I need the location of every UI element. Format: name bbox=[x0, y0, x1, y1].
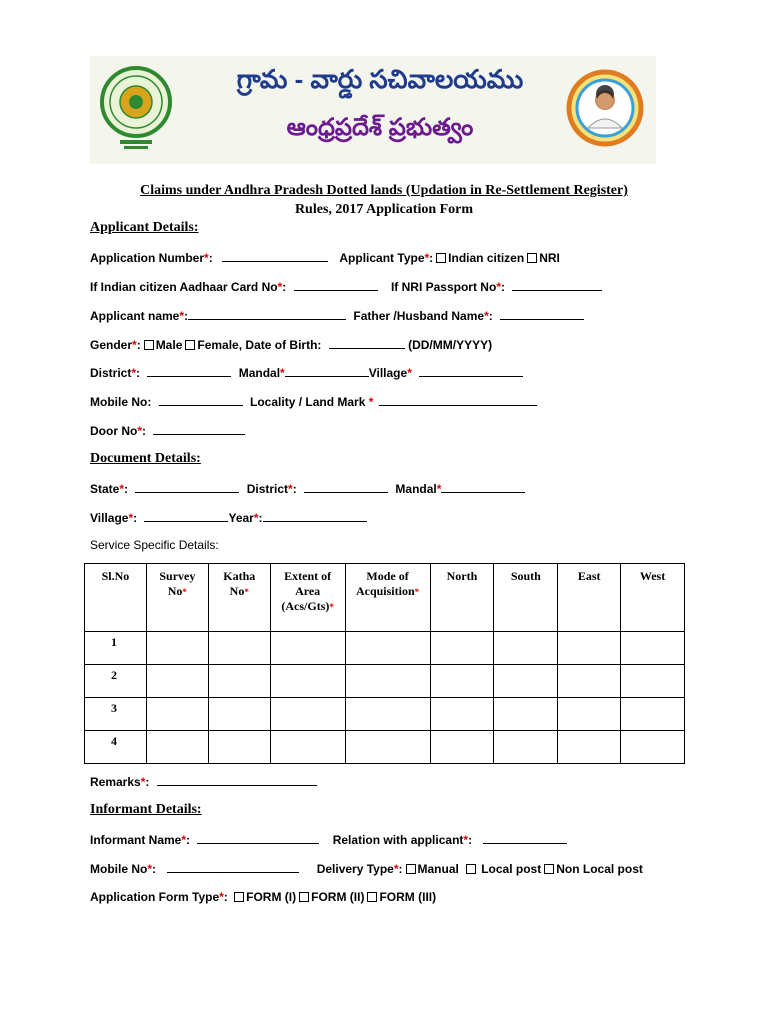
table-header-text: West bbox=[639, 569, 666, 583]
table-header-text: (Acs/Gts) bbox=[281, 599, 330, 613]
table-input-cell[interactable] bbox=[558, 731, 621, 764]
passport-field[interactable] bbox=[512, 279, 602, 291]
required-marker: * bbox=[132, 338, 137, 352]
required-marker: * bbox=[181, 833, 187, 847]
table-header-text: Acquisition bbox=[355, 584, 415, 598]
female-checkbox[interactable] bbox=[185, 340, 195, 350]
table-input-cell[interactable] bbox=[621, 698, 685, 731]
table-input-cell[interactable] bbox=[345, 665, 430, 698]
mobile-field[interactable] bbox=[159, 394, 243, 406]
required-marker: * bbox=[407, 366, 412, 380]
state-field[interactable] bbox=[135, 481, 239, 493]
required-marker: * bbox=[244, 587, 249, 597]
required-marker: * bbox=[288, 482, 293, 496]
informant-mobile-label: Mobile No bbox=[90, 862, 148, 876]
informant-details-heading: Informant Details: bbox=[90, 802, 202, 817]
id-row: If Indian citizen Aadhaar Card No*: If NRI Passport No*: bbox=[90, 279, 602, 294]
informant-name-field[interactable] bbox=[197, 832, 319, 844]
remarks-row: Remarks*: bbox=[90, 774, 317, 789]
required-marker: * bbox=[219, 890, 224, 904]
table-header-cell bbox=[345, 564, 430, 632]
door-field[interactable] bbox=[153, 423, 245, 435]
applicant-name-label: Applicant name bbox=[90, 309, 180, 323]
form2-label: FORM (II) bbox=[311, 890, 365, 904]
informant-name-label: Informant Name bbox=[90, 833, 182, 847]
application-number-label: Application Number bbox=[90, 251, 205, 265]
doc-village-label: Village bbox=[90, 511, 129, 525]
district-label: District bbox=[90, 366, 132, 380]
required-marker: * bbox=[131, 366, 137, 380]
table-header-cell bbox=[85, 564, 147, 632]
doc-mandal-field[interactable] bbox=[441, 481, 525, 493]
local-post-checkbox[interactable] bbox=[466, 864, 476, 874]
male-label: Male bbox=[155, 338, 183, 352]
telugu-title-line1: గ్రామ - వార్డు సచివాలయము bbox=[236, 64, 524, 94]
document-location-row: State*: District*: Mandal* bbox=[90, 481, 525, 496]
table-input-cell[interactable] bbox=[345, 731, 430, 764]
remarks-field[interactable] bbox=[157, 774, 317, 786]
table-input-cell[interactable] bbox=[345, 632, 430, 665]
non-local-post-checkbox[interactable] bbox=[544, 864, 554, 874]
relation-label: Relation with applicant bbox=[332, 833, 464, 847]
manual-checkbox[interactable] bbox=[406, 864, 416, 874]
door-row: Door No*: bbox=[90, 423, 245, 438]
table-header-cell bbox=[494, 564, 558, 632]
required-marker: * bbox=[496, 280, 501, 294]
district-field[interactable] bbox=[147, 365, 231, 377]
application-number-row: Application Number*: Applicant Type*: Indian citizen NRI bbox=[90, 251, 560, 265]
required-marker: * bbox=[128, 511, 134, 525]
doc-mandal-label: Mandal bbox=[395, 482, 437, 496]
state-label: State bbox=[90, 482, 120, 496]
table-header-text: Survey bbox=[159, 569, 196, 583]
non-local-post-label: Non Local post bbox=[556, 862, 643, 876]
passport-label: If NRI Passport No bbox=[390, 280, 497, 294]
doc-village-field[interactable] bbox=[144, 510, 228, 522]
table-header-text: South bbox=[510, 569, 541, 583]
applicant-name-field[interactable] bbox=[188, 308, 346, 320]
table-input-cell[interactable] bbox=[146, 665, 208, 698]
required-marker: * bbox=[277, 280, 283, 294]
required-marker: * bbox=[137, 424, 142, 438]
informant-name-row: Informant Name*: Relation with applicant*: bbox=[90, 832, 567, 847]
serial-number-cell: 2 bbox=[85, 665, 147, 698]
required-marker: * bbox=[463, 833, 469, 847]
required-marker: * bbox=[280, 366, 285, 380]
table-header-text: North bbox=[446, 569, 478, 583]
table-row bbox=[85, 632, 685, 665]
table-header-cell bbox=[558, 564, 621, 632]
table-input-cell[interactable] bbox=[558, 698, 621, 731]
required-marker: * bbox=[253, 511, 259, 525]
required-marker: * bbox=[179, 309, 185, 323]
date-format-label: (DD/MM/YYYY) bbox=[408, 338, 493, 352]
serial-number-cell: 3 bbox=[85, 698, 147, 731]
form2-checkbox[interactable] bbox=[299, 892, 309, 902]
location-row: District*: Mandal* Village* bbox=[90, 365, 523, 380]
form1-checkbox[interactable] bbox=[234, 892, 244, 902]
andhra-pradesh-emblem-icon bbox=[96, 64, 176, 154]
table-header-cell bbox=[146, 564, 208, 632]
table-input-cell[interactable] bbox=[494, 731, 558, 764]
table-input-cell[interactable] bbox=[621, 665, 685, 698]
table-header-text: No bbox=[167, 584, 183, 598]
table-header-text: Sl.No bbox=[101, 569, 130, 583]
form1-label: FORM (I) bbox=[246, 890, 297, 904]
local-post-label: Local post bbox=[481, 862, 542, 876]
table-input-cell[interactable] bbox=[430, 698, 494, 731]
document-details-heading: Document Details: bbox=[90, 451, 201, 466]
table-header-text: Mode of bbox=[366, 569, 409, 583]
chief-minister-portrait-icon bbox=[566, 66, 644, 150]
table-header-cell bbox=[621, 564, 685, 632]
delivery-type-label: Delivery Type bbox=[316, 862, 394, 876]
required-marker: * bbox=[204, 251, 209, 265]
table-header-text: Extent of bbox=[284, 569, 332, 583]
aadhaar-label: If Indian citizen Aadhaar Card No bbox=[90, 280, 278, 294]
mobile-row bbox=[90, 394, 537, 409]
table-input-cell[interactable] bbox=[146, 632, 208, 665]
table-input-cell[interactable] bbox=[146, 731, 208, 764]
manual-label: Manual bbox=[417, 862, 459, 876]
table-header-row bbox=[85, 564, 685, 632]
table-row bbox=[85, 665, 685, 698]
table-header-cell bbox=[270, 564, 345, 632]
table-header-text: No bbox=[229, 584, 245, 598]
table-header-text: East bbox=[577, 569, 601, 583]
village-field[interactable] bbox=[419, 365, 523, 377]
required-marker: * bbox=[119, 482, 125, 496]
locality-field[interactable] bbox=[379, 394, 537, 406]
applicant-details-heading: Applicant Details: bbox=[90, 220, 199, 235]
village-label: Village bbox=[368, 366, 408, 380]
indian-citizen-label: Indian citizen bbox=[448, 251, 525, 265]
table-input-cell[interactable] bbox=[494, 665, 558, 698]
nri-label: NRI bbox=[539, 251, 560, 265]
male-checkbox[interactable] bbox=[144, 340, 154, 350]
year-label: Year bbox=[228, 511, 254, 525]
required-marker: * bbox=[368, 395, 374, 409]
table-input-cell[interactable] bbox=[558, 632, 621, 665]
table-header-text: Katha bbox=[223, 569, 256, 583]
father-name-field[interactable] bbox=[500, 308, 584, 320]
form3-checkbox[interactable] bbox=[367, 892, 377, 902]
table-input-cell[interactable] bbox=[621, 632, 685, 665]
table-input-cell[interactable] bbox=[621, 731, 685, 764]
table-row bbox=[85, 731, 685, 764]
table-header-cell bbox=[430, 564, 494, 632]
indian-citizen-checkbox[interactable] bbox=[436, 253, 446, 263]
year-field[interactable] bbox=[263, 510, 367, 522]
table-input-cell[interactable] bbox=[270, 698, 345, 731]
mandal-label: Mandal bbox=[238, 366, 281, 380]
table-input-cell[interactable] bbox=[208, 632, 270, 665]
relation-field[interactable] bbox=[483, 832, 567, 844]
informant-mobile-field[interactable] bbox=[167, 861, 299, 873]
table-row bbox=[85, 698, 685, 731]
locality-label: Locality / Land Mark bbox=[250, 395, 366, 409]
form3-label: FORM (III) bbox=[379, 890, 437, 904]
doc-district-label: District bbox=[246, 482, 289, 496]
table-input-cell[interactable] bbox=[558, 665, 621, 698]
form-title-line2: Rules, 2017 Application Form bbox=[294, 202, 474, 217]
required-marker: * bbox=[393, 862, 399, 876]
gender-label: Gender bbox=[90, 338, 133, 352]
name-row: Applicant name*: Father /Husband Name*: bbox=[90, 308, 584, 323]
table-input-cell[interactable] bbox=[430, 632, 494, 665]
required-marker: * bbox=[329, 602, 334, 612]
applicant-type-label: Applicant Type bbox=[339, 251, 425, 265]
required-marker: * bbox=[424, 251, 430, 265]
form-title-line1: Claims under Andhra Pradesh Dotted lands (Updation in Re-Settlement Register) bbox=[140, 183, 628, 198]
table-input-cell[interactable] bbox=[208, 665, 270, 698]
table-input-cell[interactable] bbox=[345, 698, 430, 731]
serial-number-cell: 1 bbox=[85, 632, 147, 665]
table-input-cell[interactable] bbox=[270, 665, 345, 698]
required-marker: * bbox=[182, 587, 187, 597]
nri-checkbox[interactable] bbox=[527, 253, 537, 263]
service-details-table bbox=[84, 563, 685, 764]
father-name-label: Father /Husband Name bbox=[353, 309, 485, 323]
required-marker: * bbox=[147, 862, 152, 876]
table-header-text: Area bbox=[295, 584, 321, 598]
mandal-field[interactable] bbox=[285, 365, 369, 377]
table-input-cell[interactable] bbox=[270, 731, 345, 764]
table-input-cell[interactable] bbox=[208, 698, 270, 731]
telugu-title-line2: ఆంధ్రప్రదేశ్ ప్రభుత్వం bbox=[286, 114, 474, 141]
table-input-cell[interactable] bbox=[146, 698, 208, 731]
service-details-label: Service Specific Details: bbox=[90, 538, 219, 552]
informant-mobile-row: Mobile No*: Delivery Type*: Manual Local post Non Local post bbox=[90, 862, 643, 876]
female-dob-label: Female, Date of Birth: bbox=[197, 338, 322, 352]
table-input-cell[interactable] bbox=[430, 665, 494, 698]
remarks-label: Remarks bbox=[90, 775, 141, 789]
table-input-cell[interactable] bbox=[494, 632, 558, 665]
required-marker: * bbox=[484, 309, 489, 323]
aadhaar-field[interactable] bbox=[294, 279, 378, 291]
required-marker: * bbox=[436, 482, 442, 496]
application-number-field[interactable] bbox=[222, 250, 328, 262]
table-input-cell[interactable] bbox=[208, 731, 270, 764]
form-type-row: Application Form Type*: FORM (I) FORM (II) FORM (III) bbox=[90, 890, 437, 904]
document-village-row: Village*: Year*: bbox=[90, 510, 367, 525]
required-marker: * bbox=[414, 587, 420, 597]
serial-number-cell: 4 bbox=[85, 731, 147, 764]
door-label: Door No bbox=[90, 424, 138, 438]
table-input-cell[interactable] bbox=[494, 698, 558, 731]
mobile-label: Mobile No: bbox=[90, 395, 152, 409]
gender-row: Gender*: Male Female, Date of Birth: (DD/MM/YYYY) bbox=[90, 338, 493, 352]
required-marker: * bbox=[140, 775, 146, 789]
date-of-birth-field[interactable] bbox=[329, 337, 405, 349]
table-header-cell bbox=[208, 564, 270, 632]
doc-district-field[interactable] bbox=[304, 481, 388, 493]
form-type-label: Application Form Type bbox=[90, 890, 220, 904]
table-input-cell[interactable] bbox=[430, 731, 494, 764]
table-input-cell[interactable] bbox=[270, 632, 345, 665]
